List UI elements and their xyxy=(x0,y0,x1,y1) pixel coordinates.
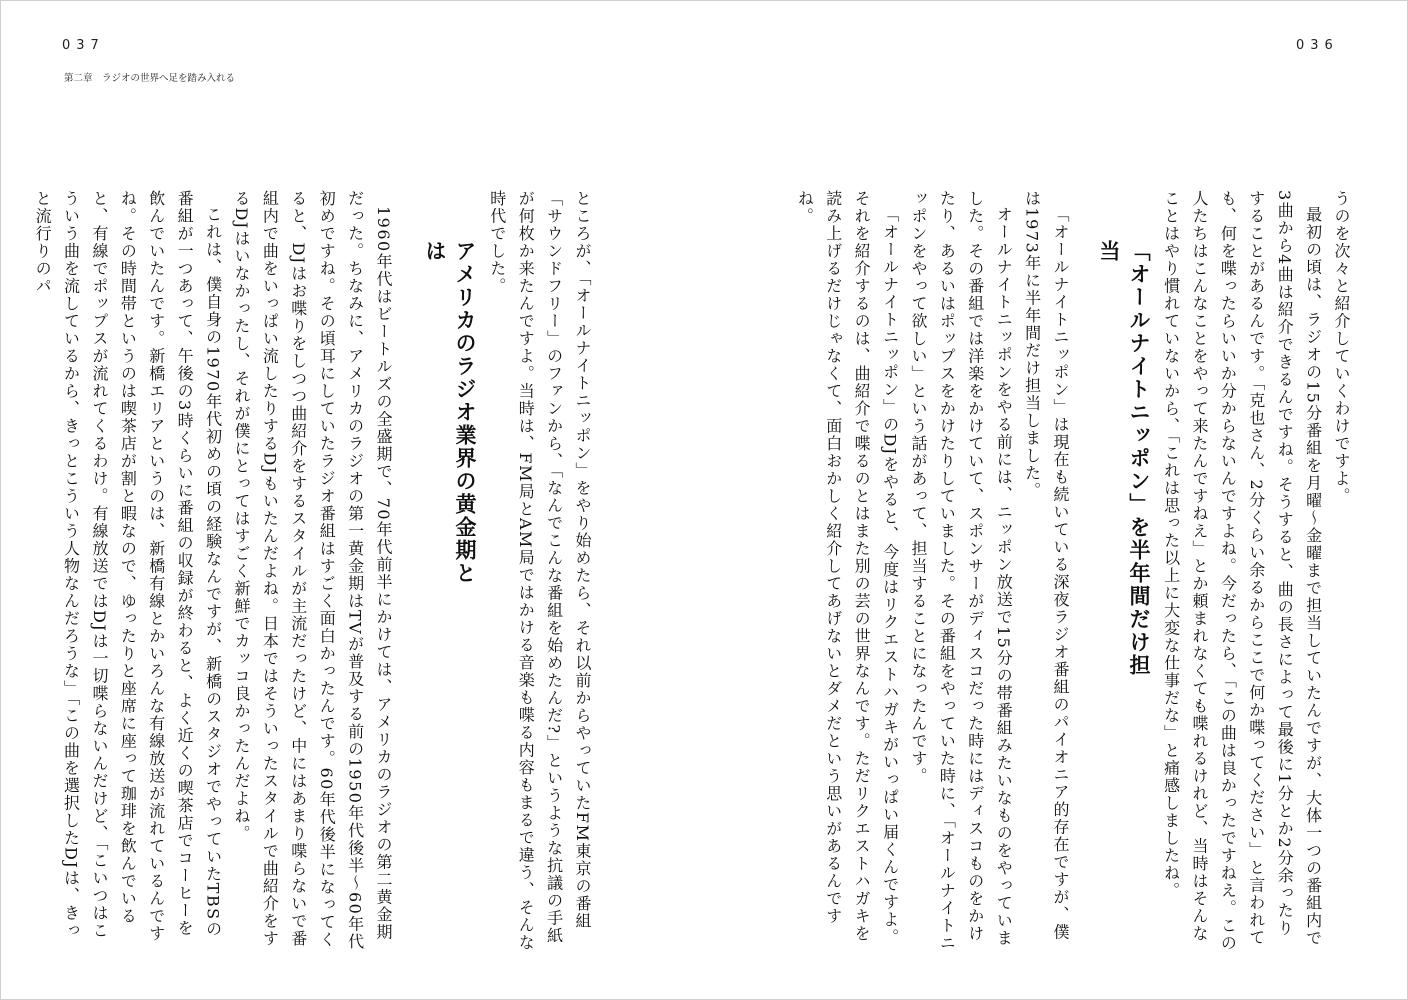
right-paragraph: 「オールナイトニッポン」のDJをやると、今度はリクエストハガキがいっぱい届くんですよ。それを紹介するのは、曲紹介で喋るのとはまた別の芸の世界なんです。ただリクエストハガキを読み上げるだけじゃなくて、面白おかしく紹介してあげないとダメだという思いがあるんですね。 xyxy=(795,190,900,946)
right-section-heading: 「オールナイトニッポン」を半年間だけ担当 xyxy=(1097,240,1151,677)
left-paragraph: これは、僕自身の1970年代初めの頃の経験なんですが、新橋のスタジオでやっていたTBSの番組が一つあって、午後の3時くらいに番組の収録が終わると、よく近くの喫茶店でコーヒーを飲んでいたんです。新橋エリアというのは、新橋有線とかいろんな有線放送が流れているんですね。その時間帯というのは喫茶店が割と暇なので、ゆったりと座席に座って珈琲を飲んでいると、有線でポップスが流れてくるわけ。有線放送ではDJは一切喋らないんだけど、「こいつはこういう曲を流しているから、きっとこういう人物なんだろうな」「この曲を選択したDJは、きっと流行りのパ xyxy=(33,190,223,943)
right-continued-paragraph: うのを次々と紹介していくわけですよ。 xyxy=(1332,190,1351,505)
right-paragraph: 「オールナイトニッポン」は現在も続いている深夜ラジオ番組のパイオニア的存在ですが、僕は1973年に半年間だけ担当しました。 xyxy=(1022,190,1070,941)
right-page-number: 036 xyxy=(1296,38,1339,53)
left-continued-paragraph: ところが、「オールナイトニッポン」をやり始めたら、それ以前からやっていたFM東京の番組「サウンドフリー」のファンから、「なんでこんな番組を始めたんだ?」というような抗議の手紙が何枚か来たんですよ。当時は、FM局とAM局ではかける音楽も喋る内容もまるで違う、そんな時代でした。 xyxy=(487,190,592,952)
left-page-number: 037 xyxy=(62,38,105,53)
left-body-text xyxy=(33,190,397,952)
left-paragraph: 1960年代はビートルズの全盛期で、70年代前半にかけては、アメリカのラジオの第二黄金期だった。ちなみに、アメリカのラジオの第一黄金期はTVが普及する前の1950年代後半〜60年代初めですね。その頃耳にしていたラジオ番組はすごく面白かったんです。60年代後半になってくると、DJはお喋りをしつつ曲紹介をするスタイルが主流だったけど、中にはあまり喋らないで番組内で曲をいっぱい流したりするDJもいたんだよね。日本ではそういったスタイルで曲紹介をするDJはいなかったし、それが僕にとってはすごく新鮮でカッコ良かったんだよね。 xyxy=(231,190,393,951)
running-header: 第二章 ラジオの世界へ足を踏み入れる xyxy=(64,73,236,84)
right-body-text xyxy=(795,190,1074,952)
right-paragraph: オールナイトニッポンをやる前には、ニッポン放送で15分の帯番組みたいなものをやっていました。その番組では洋楽をかけていて、スポンサーがディスコだった時にはディスコものをかけたり、あるいはポップスをかけたりしていました。その番組をやっていた時に、「オールナイトニッポンをやって欲しい」という話があって、担当することになったんです。 xyxy=(908,190,1014,952)
right-paragraph: 最初の頃は、ラジオの15分番組を月曜〜金曜まで担当していたんですが、大体一つの番組内で3曲から4曲は紹介できるんですね。そうすると、曲の長さによって最後に1分とか2分余ったりすることがあるんです。「克也さん、2分くらい余るからここで何か喋ってください」と言われても、何を喋ったらいいか分からないんですよね。今だったら、「この曲は良かったですねえ。この人たちはこんなことをやって来たんですねえ」とか頼まれなくても喋れるけれど、当時はそんなことはやり慣れていないから、「これは思った以上に大変な仕事だな」と痛感しましたね。 xyxy=(1161,190,1323,952)
right-opening-text xyxy=(1160,190,1355,952)
left-opening-text xyxy=(478,190,596,952)
left-section-heading: アメリカのラジオ業界の黄金期とは xyxy=(423,240,477,585)
